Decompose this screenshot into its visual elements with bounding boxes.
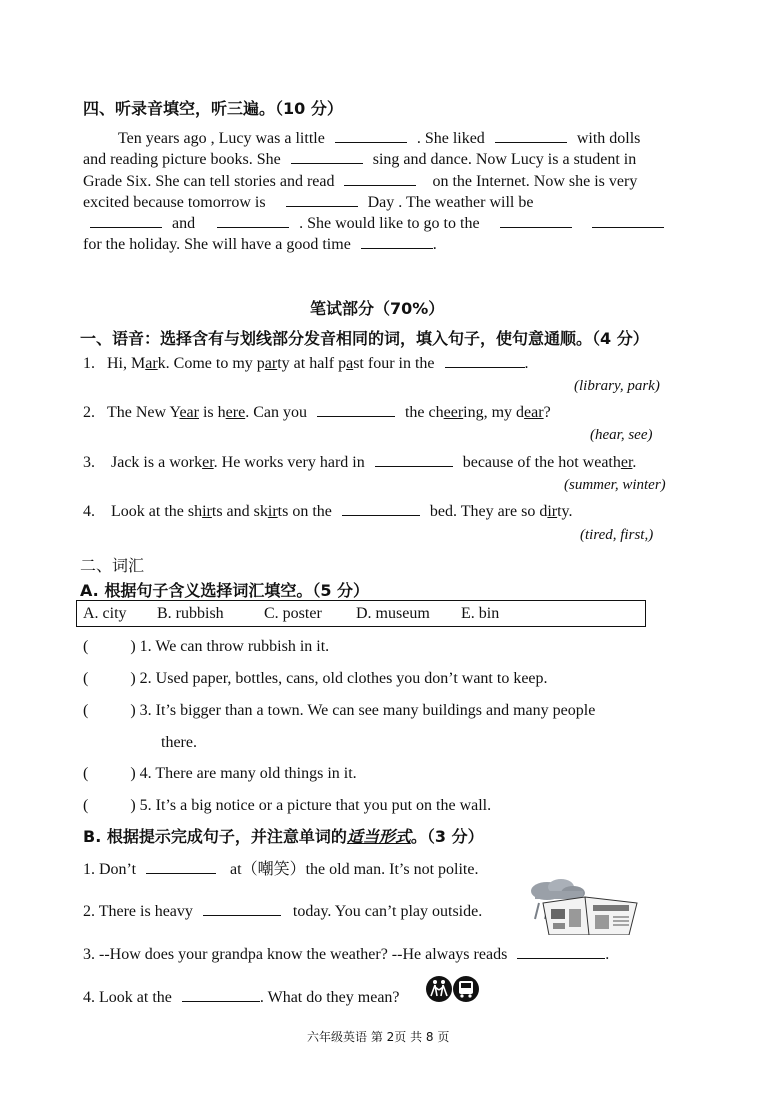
vocab-b-q4: 4. Look at the . What do they mean? bbox=[83, 986, 400, 1008]
s4-line2: and reading picture books. She sing and dance. Now Lucy is a student in bbox=[83, 148, 636, 170]
phonics-hint-1: (library, park) bbox=[574, 378, 660, 394]
phonics-q3: 3. Jack is a worker. He works very hard in because of the hot weather. bbox=[83, 451, 636, 473]
weather-newspaper-icon bbox=[525, 877, 639, 935]
blank[interactable] bbox=[361, 233, 433, 249]
blank[interactable] bbox=[335, 127, 407, 143]
blank[interactable] bbox=[291, 148, 363, 164]
blank[interactable] bbox=[217, 212, 289, 228]
blank[interactable] bbox=[592, 212, 664, 228]
written-part-title: 笔试部分（70%） bbox=[310, 299, 445, 318]
phonics-q4: 4. Look at the shirts and skirts on the bed. They are so dirty. bbox=[83, 500, 573, 522]
blank[interactable] bbox=[286, 191, 358, 207]
option-b: B. rubbish bbox=[157, 605, 224, 622]
phonics-hint-4: (tired, first,) bbox=[580, 527, 654, 543]
s4-line1: Ten years ago , Lucy was a little . She liked with dolls bbox=[118, 127, 640, 149]
s4-line5: and . She would like to go to the bbox=[90, 212, 670, 234]
blank[interactable] bbox=[517, 943, 605, 959]
s4-line6: for the holiday. She will have a good time . bbox=[83, 233, 437, 255]
page-footer: 六年级英语 第 2页 共 8 页 bbox=[307, 1030, 450, 1044]
vocab-a-q4: ( ) 4. There are many old things in it. bbox=[83, 765, 357, 782]
option-a: A. city bbox=[83, 605, 127, 622]
section4-heading: 四、听录音填空，听三遍。（10 分） bbox=[83, 99, 343, 118]
vocab-b-heading: B. 根据提示完成句子，并注意单词的适当形式。（3 分） bbox=[83, 827, 484, 846]
blank[interactable] bbox=[445, 352, 525, 368]
word-bank bbox=[76, 600, 646, 627]
blank[interactable] bbox=[90, 212, 162, 228]
traffic-signs-icon bbox=[425, 974, 481, 1004]
vocab-a-q1: ( ) 1. We can throw rubbish in it. bbox=[83, 638, 330, 655]
vocab-a-heading: A. 根据句子含义选择词汇填空。（5 分） bbox=[80, 581, 370, 600]
s4-line4: excited because tomorrow is Day . The weather will be bbox=[83, 191, 533, 213]
vocab-b-q2: 2. There is heavy today. You can’t play outside. bbox=[83, 900, 482, 922]
blank[interactable] bbox=[203, 900, 281, 916]
option-d: D. museum bbox=[356, 605, 430, 622]
option-e: E. bin bbox=[461, 605, 500, 622]
vocab-a-q5: ( ) 5. It’s a big notice or a picture that you put on the wall. bbox=[83, 797, 492, 814]
vocab-b-q1: 1. Don’t at（嘲笑）the old man. It’s not polite. bbox=[83, 858, 478, 880]
blank[interactable] bbox=[146, 858, 216, 874]
vocab-a-q3-cont: there. bbox=[161, 734, 197, 751]
blank[interactable] bbox=[317, 401, 395, 417]
option-c: C. poster bbox=[264, 605, 322, 622]
blank[interactable] bbox=[342, 500, 420, 516]
phonics-hint-2: (hear, see) bbox=[590, 427, 653, 443]
vocab-heading: 二、词汇 bbox=[80, 556, 145, 575]
blank[interactable] bbox=[375, 451, 453, 467]
vocab-a-q3: ( ) 3. It’s bigger than a town. We can see many buildings and many people bbox=[83, 702, 596, 719]
blank[interactable] bbox=[500, 212, 572, 228]
phonics-hint-3: (summer, winter) bbox=[564, 477, 666, 493]
phonics-q1: 1. Hi, Mark. Come to my party at half past four in the . bbox=[83, 352, 529, 374]
blank[interactable] bbox=[182, 986, 260, 1002]
vocab-a-q2: ( ) 2. Used paper, bottles, cans, old clothes you don’t want to keep. bbox=[83, 670, 548, 687]
s4-line3: Grade Six. She can tell stories and read on the Internet. Now she is very bbox=[83, 170, 637, 192]
blank[interactable] bbox=[344, 170, 416, 186]
vocab-b-q3: 3. --How does your grandpa know the weather? --He always reads . bbox=[83, 943, 609, 965]
phonics-heading: 一、语音：选择含有与划线部分发音相同的词，填入句子，使句意通顺。（4 分） bbox=[80, 329, 649, 348]
phonics-q2: 2. The New Year is here. Can you the cheering, my dear? bbox=[83, 401, 551, 423]
blank[interactable] bbox=[495, 127, 567, 143]
